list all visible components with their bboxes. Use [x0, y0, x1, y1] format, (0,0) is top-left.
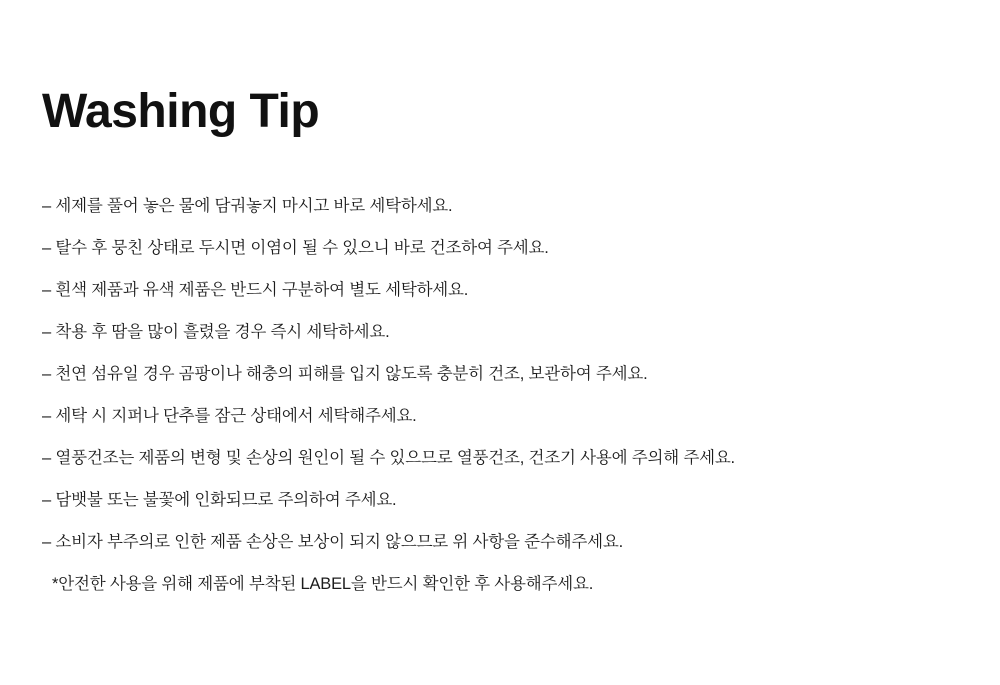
list-item: – 천연 섬유일 경우 곰팡이나 해충의 피해를 입지 않도록 충분히 건조, 보관하여 주세요.: [42, 365, 648, 383]
page-title: Washing Tip: [42, 85, 320, 139]
tip-list: [42, 198, 962, 593]
list-item: – 흰색 제품과 유색 제품은 반드시 구분하여 별도 세탁하세요.: [42, 281, 469, 299]
list-item: – 세탁 시 지퍼나 단추를 잠근 상태에서 세탁해주세요.: [42, 407, 417, 425]
list-item: – 열풍건조는 제품의 변형 및 손상의 원인이 될 수 있으므로 열풍건조, 건조기 사용에 주의해 주세요.: [42, 449, 735, 467]
safety-note: *안전한 사용을 위해 제품에 부착된 LABEL을 반드시 확인한 후 사용해주세요.: [52, 575, 594, 593]
list-item: – 착용 후 땀을 많이 흘렸을 경우 즉시 세탁하세요.: [42, 323, 390, 341]
list-item: – 담뱃불 또는 불꽃에 인화되므로 주의하여 주세요.: [42, 491, 397, 509]
list-item: – 탈수 후 뭉친 상태로 두시면 이염이 될 수 있으니 바로 건조하여 주세요.: [42, 239, 549, 257]
list-item: – 세제를 풀어 놓은 물에 담궈놓지 마시고 바로 세탁하세요.: [42, 197, 453, 215]
list-item: – 소비자 부주의로 인한 제품 손상은 보상이 되지 않으므로 위 사항을 준수해주세요.: [42, 533, 623, 551]
